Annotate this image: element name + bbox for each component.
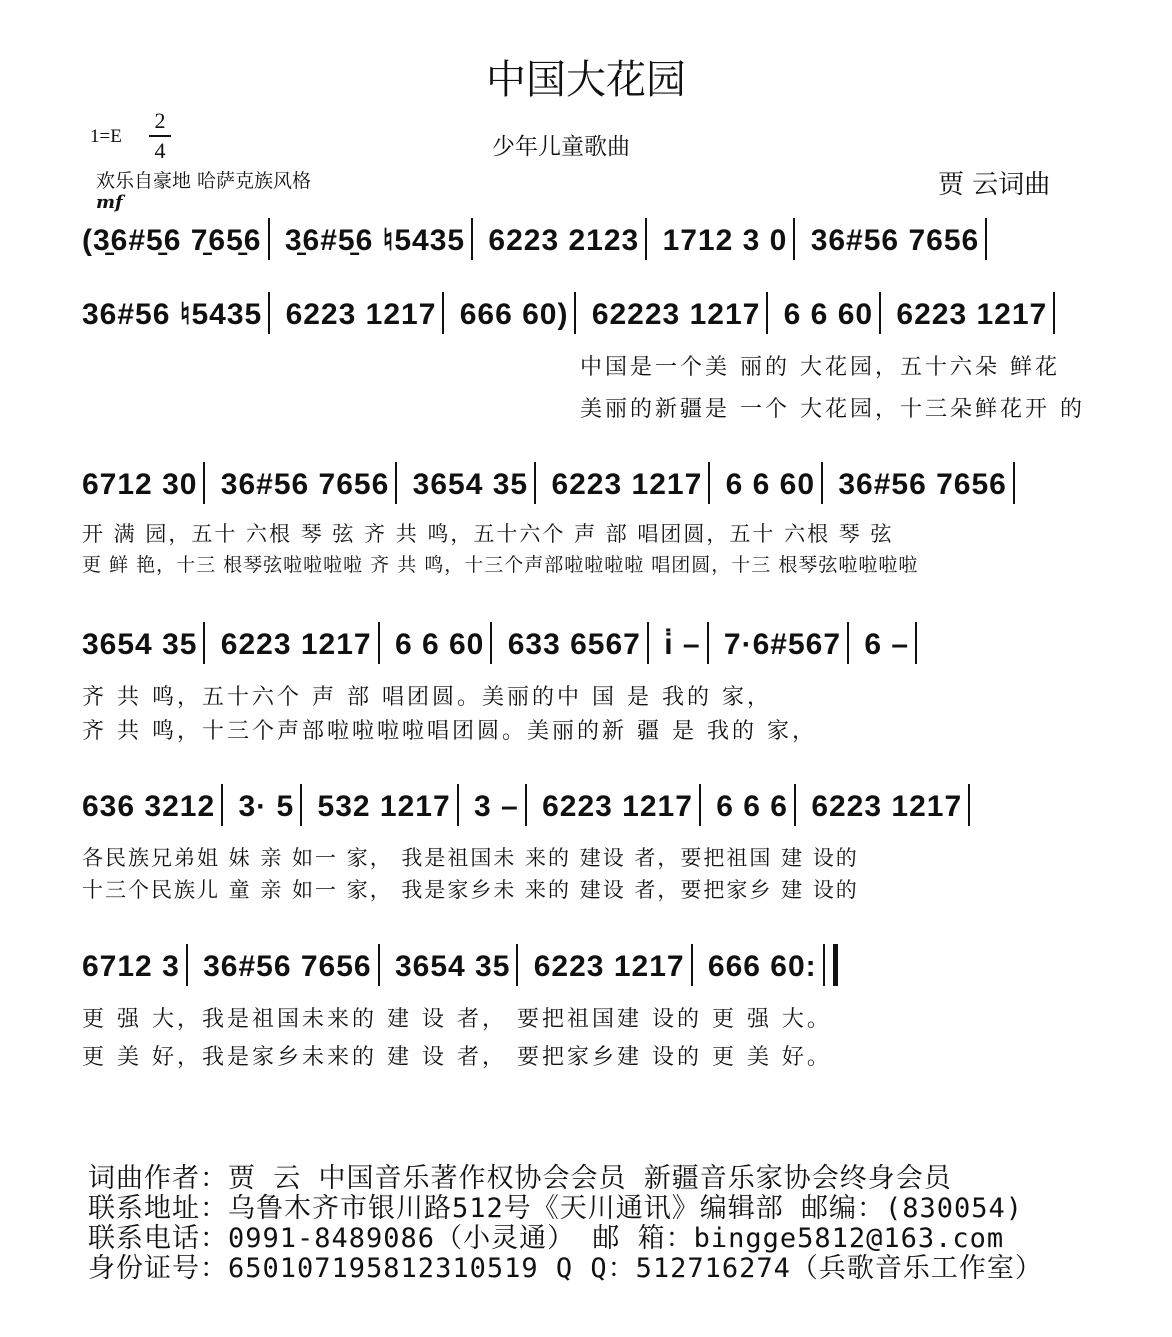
barline bbox=[821, 462, 823, 504]
measure: 62223 1217 bbox=[591, 298, 761, 331]
measure: 6 6 6 bbox=[716, 790, 788, 823]
measure: 1712 3 0 bbox=[662, 224, 788, 257]
measure: i̇ – bbox=[664, 628, 701, 661]
barline bbox=[915, 622, 917, 664]
lyric-verse-1: 中国是一个美 丽的 大花园，五十六朵 鲜花 bbox=[580, 355, 1060, 380]
barline bbox=[395, 462, 397, 504]
barline bbox=[534, 462, 536, 504]
barline bbox=[847, 622, 849, 664]
barline bbox=[968, 784, 970, 826]
score-line-6 bbox=[82, 944, 838, 986]
score-line-4 bbox=[82, 622, 923, 664]
measure: 36#56 7656 bbox=[810, 224, 980, 257]
measure: 636 3212 bbox=[82, 790, 216, 823]
lyric-verse-2: 更 美 好，我是家乡未来的 建 设 者， 要把家乡建 设的 更 美 好。 bbox=[82, 1045, 832, 1070]
barline bbox=[879, 292, 881, 334]
measure: 3̱6#5̱6 ♮5435 bbox=[284, 224, 466, 257]
score-line-5 bbox=[82, 784, 976, 826]
lyric-verse-1: 各民族兄弟姐 妹 亲 如一 家， 我是祖国未 来的 建设 者，要把祖国 建 设的 bbox=[82, 846, 859, 870]
barline bbox=[300, 784, 302, 826]
measure: 633 6567 bbox=[507, 628, 641, 661]
measure: 3· 5 bbox=[238, 790, 295, 823]
barline bbox=[793, 218, 795, 260]
footer-author: 词曲作者：贾 云 中国音乐著作权协会会员 新疆音乐家协会终身会员 bbox=[88, 1163, 952, 1194]
measure: 3 – bbox=[474, 790, 519, 823]
song-subtitle: 少年儿童歌曲 bbox=[492, 134, 630, 160]
measure: 6 6 60 bbox=[394, 628, 485, 661]
score-line-3 bbox=[82, 462, 1021, 504]
footer-id: 身份证号：650107195812310519 Q Q：512716274（兵歌音乐工作室） bbox=[88, 1253, 1043, 1284]
lyric-verse-2: 齐 共 鸣，十三个声部啦啦啦啦唱团圆。美丽的新 疆 是 我的 家， bbox=[82, 719, 817, 744]
fraction-bar bbox=[149, 135, 171, 137]
final-barline bbox=[823, 944, 825, 986]
score-line-1 bbox=[82, 218, 993, 260]
barline bbox=[525, 784, 527, 826]
measure: 3654 35 bbox=[82, 628, 198, 661]
barline bbox=[457, 784, 459, 826]
time-signature bbox=[146, 108, 174, 164]
measure: 6223 1217 bbox=[896, 298, 1048, 331]
barline bbox=[794, 784, 796, 826]
barline bbox=[699, 784, 701, 826]
dynamic-marking: mf bbox=[96, 192, 123, 213]
lyric-verse-1: 齐 共 鸣，五十六个 声 部 唱团圆。美丽的中 国 是 我的 家， bbox=[82, 685, 772, 710]
measure: 6223 1217 bbox=[551, 468, 703, 501]
barline bbox=[471, 218, 473, 260]
barline bbox=[1053, 292, 1055, 334]
barline bbox=[268, 218, 270, 260]
key-signature: 1=E bbox=[90, 126, 122, 147]
barline bbox=[707, 622, 709, 664]
barline bbox=[203, 622, 205, 664]
measure: 666 60) bbox=[459, 298, 569, 331]
lyric-verse-2: 美丽的新疆是 一个 大花园，十三朵鲜花开 的 bbox=[580, 397, 1085, 422]
lyric-verse-1: 开 满 园，五十 六根 琴 弦 齐 共 鸣，五十六个 声 部 唱团圆，五十 六根 琴 弦 bbox=[82, 522, 894, 546]
barline bbox=[574, 292, 576, 334]
final-barline-thick bbox=[833, 944, 838, 986]
measure: (3̱6#5̱6 7̱65̱6 bbox=[82, 224, 262, 257]
measure: 36#56 7656 bbox=[203, 950, 372, 983]
barline bbox=[186, 944, 188, 986]
measure: 6223 1217 bbox=[811, 790, 963, 823]
tempo-marking: 欢乐自豪地 哈萨克族风格 bbox=[96, 170, 312, 192]
measure: 6223 2123 bbox=[488, 224, 640, 257]
barline bbox=[645, 218, 647, 260]
barline bbox=[442, 292, 444, 334]
measure: 532 1217 bbox=[317, 790, 451, 823]
barline bbox=[516, 944, 518, 986]
lyric-verse-1: 更 强 大，我是祖国未来的 建 设 者， 要把祖国建 设的 更 强 大。 bbox=[82, 1007, 832, 1032]
barline bbox=[691, 944, 693, 986]
song-title: 中国大花园 bbox=[486, 57, 686, 103]
barline bbox=[203, 462, 205, 504]
measure: 666 60: bbox=[707, 950, 817, 983]
barline bbox=[708, 462, 710, 504]
measure: 36#56 7656 bbox=[220, 468, 390, 501]
barline bbox=[1013, 462, 1015, 504]
score-line-2 bbox=[82, 292, 1061, 334]
measure: 7·6#567 bbox=[723, 628, 842, 661]
measure: 6 6 60 bbox=[725, 468, 816, 501]
barline bbox=[268, 292, 270, 334]
measure: 6712 30 bbox=[82, 468, 198, 501]
time-top: 2 bbox=[154, 108, 166, 133]
footer-phone: 联系电话：0991-8489086（小灵通） 邮 箱：bingge5812@163.com bbox=[88, 1223, 1005, 1254]
measure: 36#56 7656 bbox=[838, 468, 1007, 501]
footer-address: 联系地址：乌鲁木齐市银川路512号《天川通讯》编辑部 邮编：(830054) bbox=[88, 1193, 1024, 1224]
measure: 6223 1217 bbox=[220, 628, 372, 661]
measure: 6712 3 bbox=[82, 950, 180, 983]
time-bottom: 4 bbox=[154, 138, 166, 163]
barline bbox=[490, 622, 492, 664]
measure: 6223 1217 bbox=[542, 790, 693, 823]
barline bbox=[647, 622, 649, 664]
measure: 6 – bbox=[864, 628, 910, 661]
lyric-verse-2: 十三个民族儿 童 亲 如一 家， 我是家乡未 来的 建设 者，要把家乡 建 设的 bbox=[82, 878, 859, 902]
barline bbox=[985, 218, 987, 260]
measure: 3654 35 bbox=[412, 468, 529, 501]
measure: 6 6 60 bbox=[783, 298, 874, 331]
barline bbox=[378, 944, 380, 986]
lyric-verse-2: 更 鲜 艳，十三 根琴弦啦啦啦啦 齐 共 鸣，十三个声部啦啦啦啦 唱团圆，十三 根琴弦啦啦啦啦 bbox=[82, 554, 919, 576]
measure: 6223 1217 bbox=[285, 298, 437, 331]
barline bbox=[766, 292, 768, 334]
measure: 36#56 ♮5435 bbox=[82, 298, 263, 331]
composer-credit: 贾 云词曲 bbox=[938, 170, 1051, 200]
barline bbox=[221, 784, 223, 826]
measure: 6223 1217 bbox=[533, 950, 685, 983]
measure: 3654 35 bbox=[394, 950, 511, 983]
barline bbox=[378, 622, 380, 664]
